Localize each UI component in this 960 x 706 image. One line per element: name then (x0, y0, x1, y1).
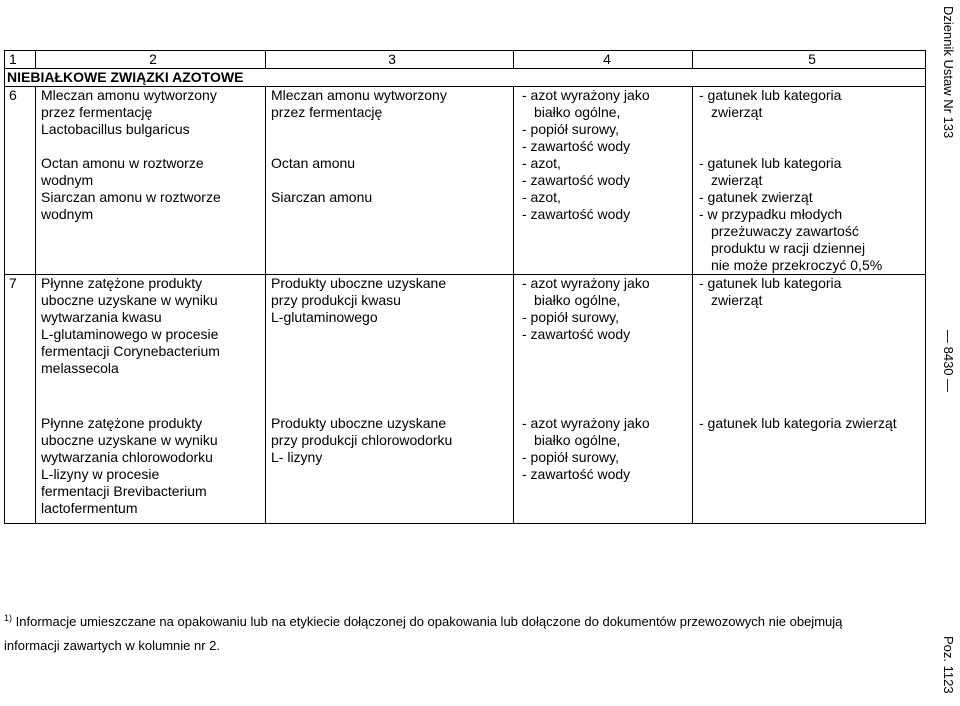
journal-title: Dziennik Ustaw Nr 133 (941, 6, 956, 139)
target-animals: - gatunek zwierząt - w przypadku młodych przeżuwaczy zawartość produktu w racji dziennej nie może przekroczyć 0,5% (693, 189, 926, 275)
target-animals: - gatunek lub kategoria zwierząt (693, 155, 926, 189)
target-animals: - gatunek lub kategoria zwierząt (693, 87, 926, 156)
declared-components: - azot, - zawartość wody (514, 155, 693, 189)
side-margin (928, 0, 960, 706)
header-col-5: 5 (693, 51, 926, 69)
declared-components: - azot wyrażony jako białko ogólne, - popiół surowy, - zawartość wody (514, 275, 693, 416)
footnote-line-2: informacji zawartych w kolumnie nr 2. (4, 638, 221, 653)
product-name: Mleczan amonu wytworzony przez fermentację Lactobacillus bulgaricus (36, 87, 266, 156)
product-label-name: Siarczan amonu (266, 189, 514, 275)
row-number: 6 (5, 87, 36, 156)
product-name: Siarczan amonu w roztworze wodnym (36, 189, 266, 275)
target-animals: - gatunek lub kategoria zwierząt (693, 275, 926, 416)
footnote-mark: 1) (4, 613, 13, 623)
section-row (5, 69, 926, 87)
declared-components: - azot wyrażony jako białko ogólne, - popiół surowy, - zawartość wody (514, 87, 693, 156)
product-label-name: Mleczan amonu wytworzony przez fermentację (266, 87, 514, 156)
product-name: Płynne zatężone produkty uboczne uzyskane w wyniku wytwarzania chlorowodorku L-lizyny w procesie fermentacji Brevibacterium lactofermentum (36, 415, 266, 524)
table-row (5, 155, 926, 189)
footnote (4, 610, 924, 658)
table-row (5, 87, 926, 156)
table-header-row (5, 51, 926, 69)
section-title: NIEBIAŁKOWE ZWIĄZKI AZOTOWE (5, 69, 926, 87)
header-col-4: 4 (514, 51, 693, 69)
product-label-name: Produkty uboczne uzyskane przy produkcji kwasu L-glutaminowego (266, 275, 514, 416)
product-label-name: Produkty uboczne uzyskane przy produkcji chlorowodorku L- lizyny (266, 415, 514, 524)
position-number: Poz. 1123 (941, 636, 956, 694)
header-col-2: 2 (36, 51, 266, 69)
table-row (5, 189, 926, 275)
row-number: 7 (5, 275, 36, 416)
table-row (5, 275, 926, 416)
page-number: — 8430 — (941, 330, 956, 393)
product-name: Octan amonu w roztworze wodnym (36, 155, 266, 189)
footnote-line-1: Informacje umieszczane na opakowaniu lub na etykiecie dołączonej do opakowania lub dołączone do dokumentów przewozowych nie obejmują (15, 614, 843, 629)
feed-materials-table (4, 50, 926, 524)
declared-components: - azot, - zawartość wody (514, 189, 693, 275)
header-col-1: 1 (5, 51, 36, 69)
header-col-3: 3 (266, 51, 514, 69)
table-row (5, 415, 926, 524)
product-name: Płynne zatężone produkty uboczne uzyskane w wyniku wytwarzania kwasu L-glutaminowego w procesie fermentacji Corynebacterium melassecola (36, 275, 266, 416)
row-number (5, 189, 36, 275)
row-number (5, 155, 36, 189)
target-animals: - gatunek lub kategoria zwierząt (693, 415, 926, 524)
product-label-name: Octan amonu (266, 155, 514, 189)
declared-components: - azot wyrażony jako białko ogólne, - popiół surowy, - zawartość wody (514, 415, 693, 524)
row-number (5, 415, 36, 524)
